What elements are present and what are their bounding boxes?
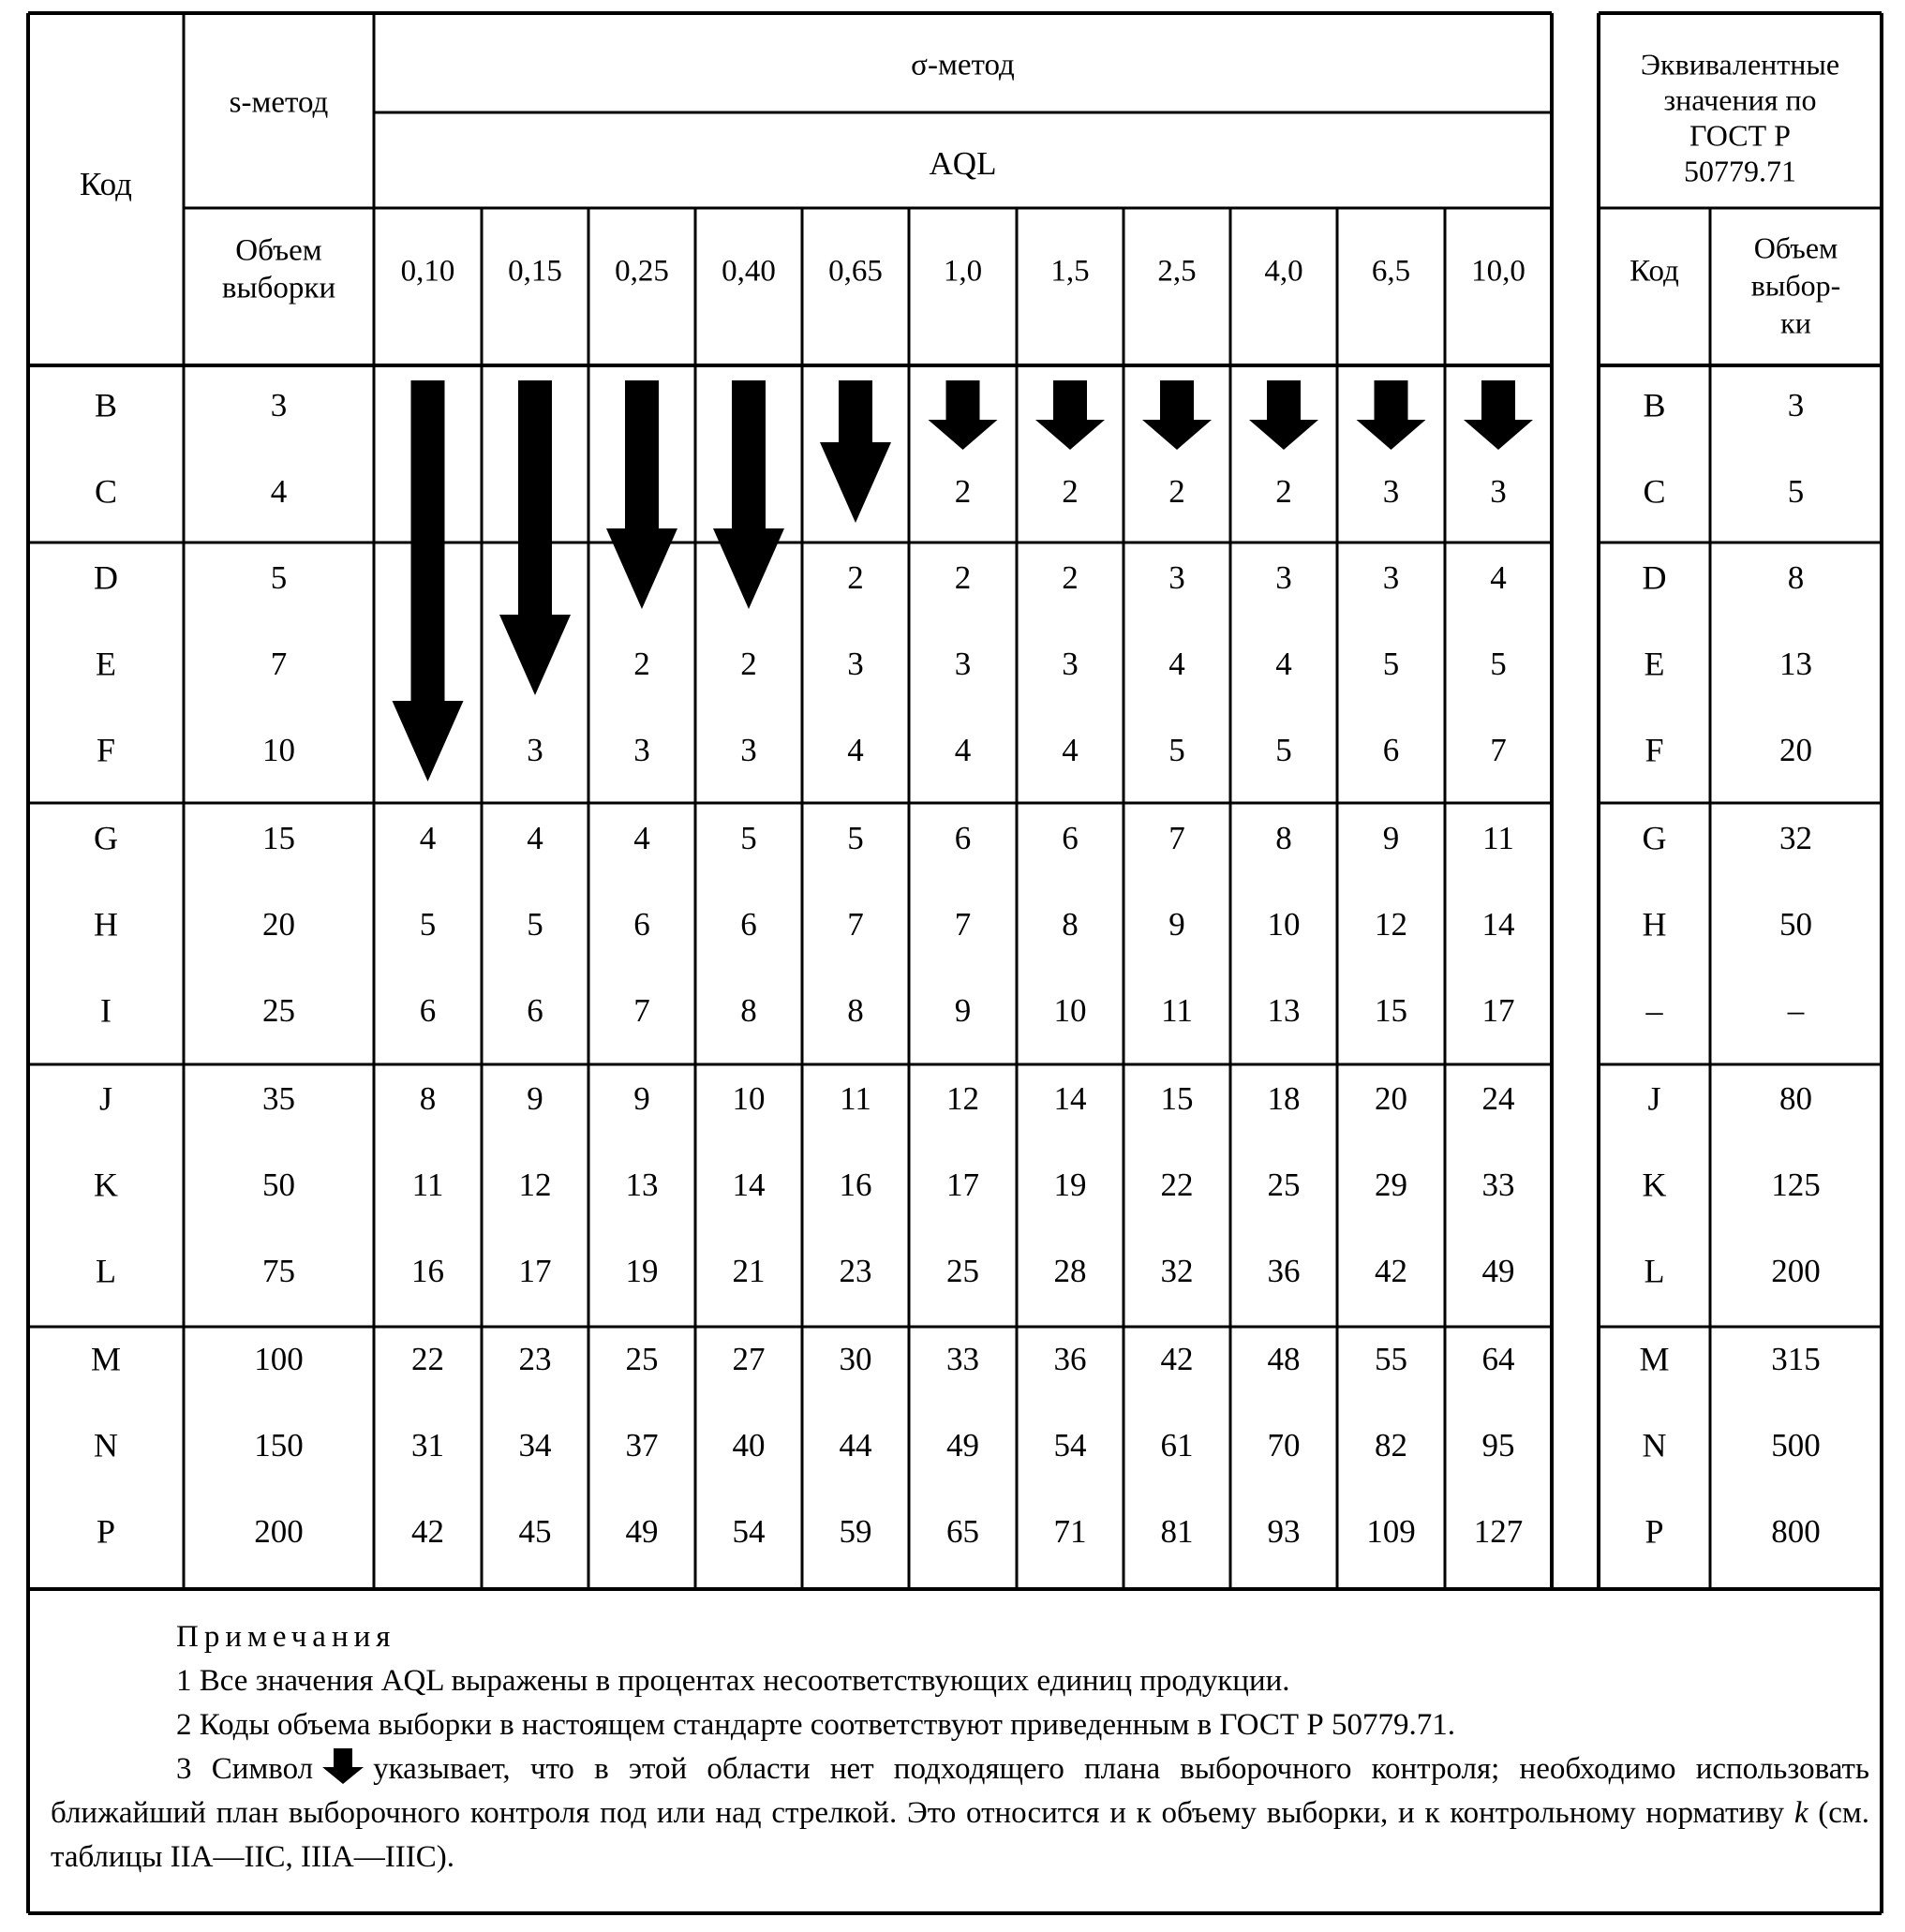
- sigma-sample-size: 11: [1482, 820, 1514, 857]
- sample-size-header-line1: Объем: [235, 233, 322, 268]
- equiv-sample-size-header: Объем: [1753, 230, 1838, 265]
- sigma-sample-size: 4: [527, 820, 543, 857]
- row-code: C: [94, 472, 118, 511]
- sigma-sample-size: 42: [1375, 1253, 1407, 1290]
- sigma-sample-size: 5: [740, 820, 757, 857]
- sigma-sample-size: 5: [1168, 732, 1185, 769]
- sigma-sample-size: 59: [839, 1513, 872, 1551]
- sigma-sample-size: 6: [419, 992, 437, 1030]
- sigma-sample-size: 5: [847, 820, 864, 857]
- note-3-text: указывает, что в этой области нет подходящего плана выборочного контроля; необходимо использовать ближайший план выборочного контроля под или над стрелкой. Это относится и к объему выборки, и к контрольному нормативу: [51, 1752, 1869, 1830]
- sigma-sample-size: 20: [1375, 1080, 1407, 1118]
- sigma-sample-size: 2: [633, 646, 650, 683]
- sigma-sample-size: 3: [1275, 559, 1292, 597]
- equiv-sample-size: 5: [1787, 473, 1805, 511]
- sigma-sample-size: 2: [1275, 473, 1292, 511]
- equiv-code: N: [1642, 1426, 1667, 1464]
- sigma-sample-size: 5: [527, 906, 543, 944]
- sigma-sample-size: 11: [840, 1080, 871, 1118]
- sigma-sample-size: 22: [411, 1341, 444, 1378]
- s-sample-size: 35: [262, 1080, 295, 1118]
- aql-level-6: 1,5: [1050, 254, 1090, 289]
- sigma-sample-size: 4: [419, 820, 437, 857]
- equiv-header-line: ГОСТ Р: [1689, 118, 1791, 153]
- sigma-sample-size: 8: [1275, 820, 1292, 857]
- sigma-sample-size: 36: [1267, 1253, 1301, 1290]
- aql-level-1: 0,15: [508, 254, 562, 289]
- down-arrow-icon: [606, 380, 677, 609]
- sigma-sample-size: 14: [732, 1167, 766, 1204]
- down-arrow-icon: [1035, 380, 1105, 450]
- down-arrow-icon: [499, 380, 571, 695]
- s-sample-size: 100: [254, 1341, 304, 1378]
- sigma-sample-size: 7: [847, 906, 864, 944]
- sigma-sample-size: 4: [633, 820, 650, 857]
- notes-title: Примечания: [176, 1620, 396, 1654]
- sigma-sample-size: 3: [1382, 473, 1400, 511]
- down-arrow-icon: [820, 380, 891, 523]
- sigma-sample-size: 2: [954, 473, 972, 511]
- aql-level-0: 0,10: [400, 254, 455, 289]
- sigma-sample-size: 28: [1053, 1253, 1087, 1290]
- sigma-sample-size: 14: [1053, 1080, 1087, 1118]
- sigma-sample-size: 8: [1062, 906, 1079, 944]
- sigma-sample-size: 65: [946, 1513, 979, 1551]
- note-3: [51, 1747, 1869, 1880]
- equiv-code: L: [1644, 1252, 1665, 1290]
- equiv-sample-size: 500: [1771, 1427, 1821, 1464]
- down-arrow-icon: [1249, 380, 1318, 450]
- aql-level-3: 0,40: [722, 254, 776, 289]
- sigma-sample-size: 7: [1168, 820, 1185, 857]
- sigma-sample-size: 42: [411, 1513, 444, 1551]
- sigma-sample-size: 18: [1267, 1080, 1301, 1118]
- sigma-sample-size: 6: [633, 906, 650, 944]
- sigma-sample-size: 55: [1375, 1341, 1407, 1378]
- sigma-sample-size: 4: [847, 732, 864, 769]
- sigma-sample-size: 3: [847, 646, 864, 683]
- sigma-sample-size: 10: [1053, 992, 1087, 1030]
- sigma-sample-size: 21: [732, 1253, 766, 1290]
- sigma-sample-size: 30: [839, 1341, 872, 1378]
- sigma-sample-size: 6: [527, 992, 543, 1030]
- sigma-sample-size: 48: [1267, 1341, 1301, 1378]
- equiv-code: B: [1643, 386, 1666, 424]
- sigma-sample-size: 25: [1267, 1167, 1301, 1204]
- sigma-sample-size: 127: [1473, 1513, 1524, 1551]
- row-code: P: [96, 1512, 116, 1551]
- sigma-sample-size: 3: [954, 646, 972, 683]
- sample-size-header-line2: выборки: [221, 271, 336, 305]
- sigma-sample-size: 3: [1382, 559, 1400, 597]
- sigma-sample-size: 49: [1481, 1253, 1515, 1290]
- sigma-sample-size: 2: [740, 646, 757, 683]
- sigma-sample-size: 34: [518, 1427, 552, 1464]
- sigma-sample-size: 31: [411, 1427, 444, 1464]
- equiv-sample-size: 20: [1779, 732, 1812, 769]
- sigma-sample-size: 7: [954, 906, 972, 944]
- sigma-sample-size: 9: [1382, 820, 1400, 857]
- equiv-sample-size: 32: [1779, 820, 1812, 857]
- s-sample-size: 25: [262, 992, 295, 1030]
- sigma-sample-size: 70: [1267, 1427, 1301, 1464]
- sigma-sample-size: 7: [1490, 732, 1507, 769]
- aql-level-10: 10,0: [1471, 254, 1525, 289]
- equiv-code: M: [1639, 1340, 1670, 1378]
- sigma-sample-size: 25: [946, 1253, 979, 1290]
- sigma-sample-size: 45: [518, 1513, 552, 1551]
- down-arrow-icon: [1357, 380, 1426, 450]
- sigma-sample-size: 5: [1382, 646, 1400, 683]
- sigma-sample-size: 4: [1062, 732, 1079, 769]
- sigma-sample-size: 2: [1168, 473, 1185, 511]
- sigma-sample-size: 9: [633, 1080, 650, 1118]
- sigma-sample-size: 3: [1490, 473, 1507, 511]
- sigma-sample-size: 19: [625, 1253, 659, 1290]
- sigma-sample-size: 64: [1481, 1341, 1515, 1378]
- equiv-sample-size-header: выбор-: [1750, 268, 1841, 303]
- sigma-sample-size: 15: [1375, 992, 1407, 1030]
- note-3-k: k: [1793, 1796, 1808, 1830]
- notes-block: [30, 1589, 1890, 1913]
- sigma-sample-size: 32: [1160, 1253, 1194, 1290]
- sigma-sample-size: 6: [954, 820, 972, 857]
- row-code: H: [94, 905, 118, 944]
- sigma-sample-size: 5: [1490, 646, 1507, 683]
- equiv-code: P: [1645, 1512, 1664, 1551]
- equiv-sample-size: 800: [1771, 1513, 1821, 1551]
- s-sample-size: 3: [270, 387, 288, 424]
- sigma-sample-size: 24: [1481, 1080, 1515, 1118]
- sigma-sample-size: 6: [1062, 820, 1079, 857]
- s-sample-size: 20: [262, 906, 295, 944]
- sigma-sample-size: 25: [625, 1341, 659, 1378]
- sigma-sample-size: 16: [411, 1253, 444, 1290]
- sigma-sample-size: 17: [1481, 992, 1515, 1030]
- sigma-sample-size: 27: [732, 1341, 766, 1378]
- equiv-code: C: [1643, 472, 1666, 511]
- sigma-sample-size: 29: [1375, 1167, 1407, 1204]
- sigma-sample-size: 54: [732, 1513, 766, 1551]
- row-code: G: [94, 819, 118, 857]
- s-sample-size: 75: [262, 1253, 295, 1290]
- equiv-sample-size: 80: [1779, 1080, 1812, 1118]
- sigma-sample-size: 2: [1062, 473, 1079, 511]
- sigma-sample-size: 3: [633, 732, 650, 769]
- sigma-sample-size: 4: [954, 732, 972, 769]
- aql-header: AQL: [929, 145, 997, 183]
- sigma-sample-size: 12: [1375, 906, 1407, 944]
- sigma-sample-size: 6: [1382, 732, 1400, 769]
- equiv-sample-size: 8: [1787, 559, 1805, 597]
- sigma-sample-size: 4: [1168, 646, 1185, 683]
- sigma-sample-size: 13: [625, 1167, 659, 1204]
- equiv-code: E: [1644, 645, 1665, 683]
- sigma-sample-size: 71: [1053, 1513, 1087, 1551]
- sigma-sample-size: 40: [732, 1427, 766, 1464]
- down-arrow-icon: [322, 1748, 364, 1784]
- sigma-sample-size: 93: [1267, 1513, 1301, 1551]
- sigma-sample-size: 23: [839, 1253, 872, 1290]
- aql-level-7: 2,5: [1157, 254, 1197, 289]
- sigma-sample-size: 17: [518, 1253, 552, 1290]
- s-sample-size: 7: [270, 646, 288, 683]
- sigma-sample-size: 61: [1160, 1427, 1194, 1464]
- sigma-sample-size: 5: [419, 906, 437, 944]
- sigma-sample-size: 3: [740, 732, 757, 769]
- equiv-code: –: [1645, 991, 1663, 1030]
- equiv-code: G: [1642, 819, 1667, 857]
- equiv-header-line: 50779.71: [1684, 154, 1796, 188]
- note-3-end: (см. таблицы IIA—IIC, IIIA—IIIC).: [51, 1796, 1870, 1874]
- equiv-code: H: [1642, 905, 1667, 944]
- sigma-sample-size: 22: [1160, 1167, 1194, 1204]
- row-code: B: [94, 386, 118, 424]
- sigma-sample-size: 3: [1062, 646, 1079, 683]
- sigma-sample-size: 19: [1053, 1167, 1087, 1204]
- sigma-sample-size: 5: [1275, 732, 1292, 769]
- row-code: I: [100, 991, 112, 1030]
- row-code: N: [94, 1426, 118, 1464]
- sigma-sample-size: 11: [1161, 992, 1193, 1030]
- sigma-sample-size: 3: [527, 732, 543, 769]
- sigma-sample-size: 13: [1267, 992, 1301, 1030]
- sigma-sample-size: 95: [1481, 1427, 1515, 1464]
- sigma-sample-size: 4: [1275, 646, 1292, 683]
- sigma-sample-size: 7: [633, 992, 650, 1030]
- row-code: J: [98, 1079, 113, 1118]
- sigma-sample-size: 36: [1053, 1341, 1087, 1378]
- equiv-header-line: значения по: [1663, 82, 1817, 117]
- sigma-sample-size: 33: [946, 1341, 979, 1378]
- row-code: F: [96, 731, 116, 769]
- equiv-sample-size: 13: [1779, 646, 1812, 683]
- equiv-sample-size: –: [1787, 992, 1805, 1030]
- equiv-sample-size-header: ки: [1780, 305, 1811, 340]
- row-code: D: [94, 558, 118, 597]
- sigma-sample-size: 6: [740, 906, 757, 944]
- down-arrow-icon: [1464, 380, 1533, 450]
- row-code: K: [94, 1166, 118, 1204]
- sigma-sample-size: 17: [946, 1167, 979, 1204]
- down-arrow-icon: [393, 380, 464, 781]
- sigma-sample-size: 9: [954, 992, 972, 1030]
- sigma-sample-size: 3: [1168, 559, 1185, 597]
- kod-header: Код: [80, 166, 132, 203]
- note-1: 1 Все значения AQL выражены в процентах несоответствующих единиц продукции.: [176, 1664, 1290, 1698]
- sigma-sample-size: 82: [1375, 1427, 1407, 1464]
- equiv-sample-size: 125: [1771, 1167, 1821, 1204]
- sigma-sample-size: 81: [1160, 1513, 1194, 1551]
- s-sample-size: 5: [270, 559, 288, 597]
- sigma-sample-size: 109: [1366, 1513, 1416, 1551]
- down-arrow-icon: [1142, 380, 1212, 450]
- sigma-sample-size: 8: [740, 992, 757, 1030]
- aql-level-9: 6,5: [1371, 254, 1411, 289]
- sigma-sample-size: 2: [1062, 559, 1079, 597]
- s-sample-size: 15: [262, 820, 295, 857]
- sigma-sample-size: 12: [518, 1167, 552, 1204]
- row-code: L: [96, 1252, 116, 1290]
- sigma-sample-size: 16: [839, 1167, 872, 1204]
- equiv-code: K: [1642, 1166, 1667, 1204]
- aql-level-4: 0,65: [828, 254, 883, 289]
- down-arrow-icon: [713, 380, 784, 609]
- equiv-kod-header: Код: [1630, 254, 1679, 289]
- sigma-sample-size: 14: [1481, 906, 1515, 944]
- sigma-sample-size: 54: [1053, 1427, 1087, 1464]
- row-code: M: [90, 1340, 122, 1378]
- equiv-sample-size: 50: [1779, 906, 1812, 944]
- sigma-sample-size: 49: [625, 1513, 659, 1551]
- sigma-sample-size: 9: [527, 1080, 543, 1118]
- sigma-sample-size: 15: [1160, 1080, 1194, 1118]
- aql-level-2: 0,25: [615, 254, 669, 289]
- sigma-sample-size: 4: [1490, 559, 1507, 597]
- sigma-sample-size: 37: [625, 1427, 659, 1464]
- s-method-header: s-метод: [229, 85, 329, 120]
- s-sample-size: 4: [270, 473, 288, 511]
- sigma-sample-size: 10: [1267, 906, 1301, 944]
- equiv-code: J: [1647, 1079, 1661, 1118]
- sigma-sample-size: 11: [411, 1167, 444, 1204]
- sigma-sample-size: 8: [847, 992, 864, 1030]
- aql-level-8: 4,0: [1264, 254, 1303, 289]
- note-2: 2 Коды объема выборки в настоящем стандарте соответствуют приведенным в ГОСТ Р 50779.71.: [176, 1708, 1455, 1742]
- sigma-method-header: σ-метод: [911, 48, 1015, 82]
- sigma-sample-size: 44: [839, 1427, 872, 1464]
- s-sample-size: 200: [254, 1513, 304, 1551]
- s-sample-size: 150: [254, 1427, 304, 1464]
- equiv-code: F: [1645, 731, 1664, 769]
- sigma-sample-size: 2: [847, 559, 864, 597]
- s-sample-size: 10: [262, 732, 295, 769]
- equiv-sample-size: 200: [1771, 1253, 1821, 1290]
- equiv-sample-size: 315: [1771, 1341, 1821, 1378]
- aql-level-5: 1,0: [943, 254, 983, 289]
- sigma-sample-size: 33: [1481, 1167, 1515, 1204]
- sigma-sample-size: 42: [1160, 1341, 1194, 1378]
- note-3-start: 3 Символ: [176, 1752, 314, 1786]
- row-code: E: [96, 645, 116, 683]
- sigma-sample-size: 12: [946, 1080, 979, 1118]
- equiv-code: D: [1642, 558, 1667, 597]
- sigma-sample-size: 2: [954, 559, 972, 597]
- sigma-sample-size: 8: [419, 1080, 437, 1118]
- sigma-sample-size: 9: [1168, 906, 1185, 944]
- equiv-sample-size: 3: [1787, 387, 1805, 424]
- down-arrow-icon: [929, 380, 998, 450]
- sigma-sample-size: 10: [732, 1080, 766, 1118]
- sigma-sample-size: 49: [946, 1427, 979, 1464]
- s-sample-size: 50: [262, 1167, 295, 1204]
- sigma-sample-size: 23: [518, 1341, 552, 1378]
- equiv-header-line: Эквивалентные: [1640, 47, 1840, 82]
